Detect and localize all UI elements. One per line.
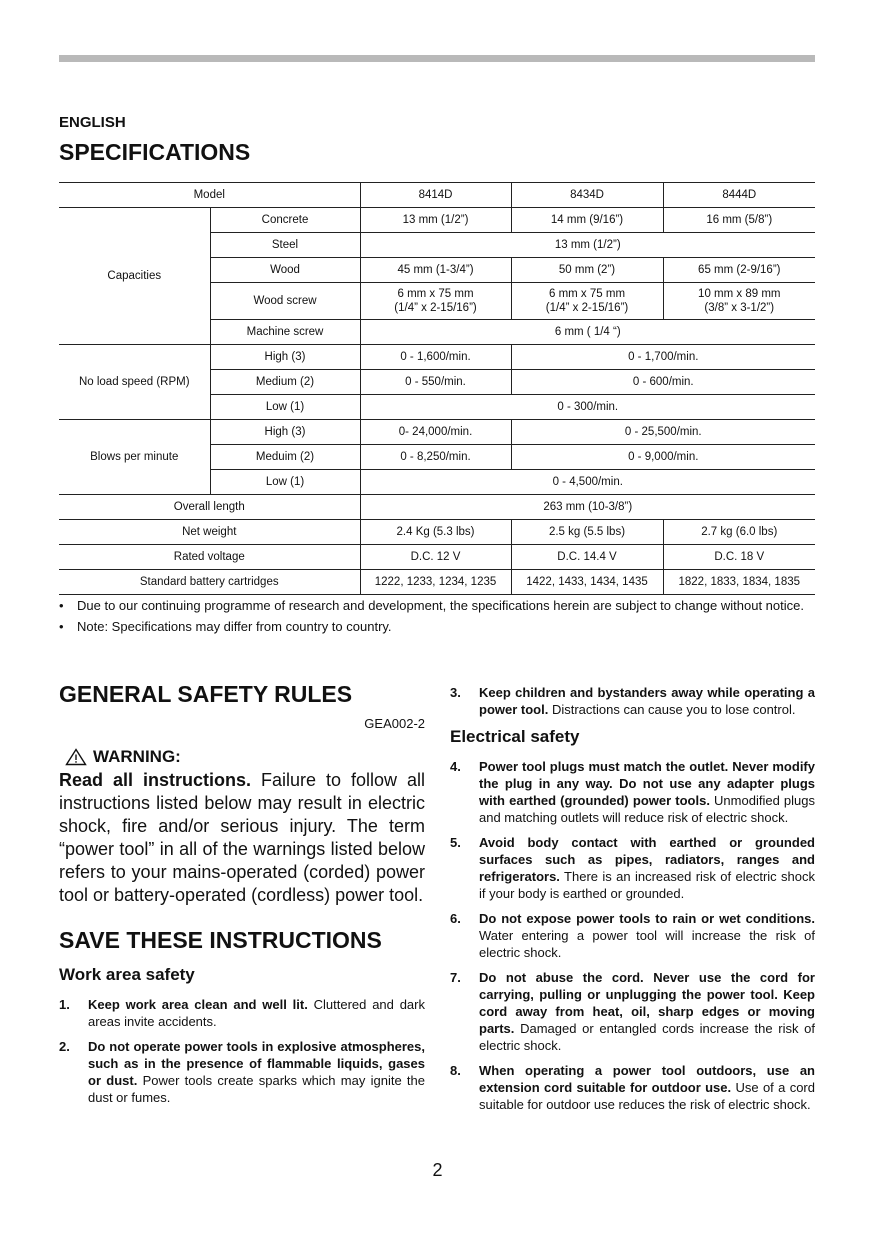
table-cell: 2.4 Kg (5.3 lbs): [360, 520, 511, 545]
warning-triangle-icon: [65, 748, 87, 766]
table-cell: Net weight: [59, 520, 360, 545]
table-cell: 0 - 9,000/min.: [511, 445, 815, 470]
table-cell: [511, 283, 663, 320]
table-cell: Overall length: [59, 495, 360, 520]
warning-label: WARNING:: [93, 747, 181, 766]
table-cell: 2.7 kg (6.0 lbs): [663, 520, 815, 545]
page-title: SPECIFICATIONS: [59, 139, 251, 165]
table-cell: High (3): [210, 345, 360, 370]
list-item: [59, 1038, 425, 1106]
table-cell: 8414D: [360, 183, 511, 208]
table-cell: High (3): [210, 420, 360, 445]
table-cell: 2.5 kg (5.5 lbs): [511, 520, 663, 545]
table-row: [59, 520, 815, 545]
cell-line: (1/4” x 2-15/16”): [545, 302, 629, 314]
warning-body: Failure to follow all instructions listed below may result in electric shock, fire and/or serious injury. The term “power tool” in all of the warnings listed below refers to your mains-operated (corded) power tool or battery-operated (cordless) power tool.: [59, 770, 425, 905]
language-label: ENGLISH: [59, 114, 126, 131]
table-cell: Rated voltage: [59, 545, 360, 570]
numbered-list: [59, 996, 425, 1106]
item-bold: Do not expose power tools to rain or wet conditions.: [479, 911, 815, 926]
left-column: [59, 680, 425, 1114]
warning-heading: [59, 747, 425, 767]
warning-bold: Read all instructions.: [59, 770, 251, 790]
document-code: GEA002-2: [364, 716, 425, 731]
header-rule: [59, 55, 815, 62]
table-cell: 45 mm (1-3/4”): [360, 258, 511, 283]
item-number: 8.: [450, 1063, 461, 1078]
item-number: 1.: [59, 997, 70, 1012]
table-cell: D.C. 14.4 V: [511, 545, 663, 570]
table-cell: 0 - 300/min.: [360, 395, 815, 420]
table-cell: Concrete: [210, 208, 360, 233]
table-cell: No load speed (RPM): [59, 345, 210, 420]
item-bold: Avoid body contact with earthed or grounded surfaces such as pipes, radiators, ranges and refrigerators.: [479, 835, 815, 884]
table-cell: Medium (2): [210, 370, 360, 395]
table-cell: D.C. 12 V: [360, 545, 511, 570]
item-text: Use of a cord suitable for outdoor use reduces the risk of electric shock.: [479, 1080, 815, 1112]
cell-line: 6 mm x 75 mm: [548, 288, 626, 300]
item-number: 7.: [450, 970, 461, 985]
table-cell: 0 - 1,600/min.: [360, 345, 511, 370]
table-cell: 16 mm (5/8”): [663, 208, 815, 233]
cell-line: 10 mm x 89 mm: [698, 288, 781, 300]
cell-line: (1/4” x 2-15/16”): [394, 302, 477, 314]
table-cell: 6 mm ( 1/4 “): [360, 320, 815, 345]
table-row: [59, 570, 815, 595]
list-item: [59, 597, 815, 614]
item-bold: Power tool plugs must match the outlet. Never modify the plug in any way. Do not use any adapter plugs with earthed (grounded) power tools.: [479, 759, 815, 808]
list-item: [450, 758, 815, 826]
item-text: Damaged or entangled cords increase the risk of electric shock.: [479, 1021, 815, 1053]
cell-line: (3/8” x 3-1/2”): [704, 302, 775, 314]
table-cell: 50 mm (2”): [511, 258, 663, 283]
table-row: [59, 495, 815, 520]
table-cell: [663, 283, 815, 320]
table-cell: 13 mm (1/2”): [360, 208, 511, 233]
list-item: [450, 834, 815, 902]
table-cell: Low (1): [210, 470, 360, 495]
subsection-title: Work area safety: [59, 965, 195, 984]
list-item: [450, 969, 815, 1054]
table-cell: Steel: [210, 233, 360, 258]
list-item: [450, 910, 815, 961]
table-row: [59, 208, 815, 233]
table-cell: Standard battery cartridges: [59, 570, 360, 595]
table-cell: 0 - 25,500/min.: [511, 420, 815, 445]
table-cell: 0 - 4,500/min.: [360, 470, 815, 495]
specifications-table: [59, 182, 815, 595]
table-cell: Model: [59, 183, 360, 208]
table-row: [59, 345, 815, 370]
table-cell: 8444D: [663, 183, 815, 208]
table-cell: 1222, 1233, 1234, 1235: [360, 570, 511, 595]
bullet: •: [59, 598, 64, 613]
item-text: Unmodified plugs and matching outlets will reduce risk of electric shock.: [479, 793, 815, 825]
section-title: GENERAL SAFETY RULES: [59, 681, 353, 707]
item-bold: When operating a power tool outdoors, use an extension cord suitable for outdoor use.: [479, 1063, 815, 1095]
table-cell: Wood screw: [210, 283, 360, 320]
note-text: Note: Specifications may differ from country to country.: [77, 619, 392, 634]
table-cell: Machine screw: [210, 320, 360, 345]
table-cell: 65 mm (2-9/16”): [663, 258, 815, 283]
table-cell: Meduim (2): [210, 445, 360, 470]
table-cell: Capacities: [59, 208, 210, 345]
item-bold: Keep work area clean and well lit.: [88, 997, 308, 1012]
spec-notes: [59, 597, 815, 639]
table-cell: 0- 24,000/min.: [360, 420, 511, 445]
table-cell: 1422, 1433, 1434, 1435: [511, 570, 663, 595]
item-text: Water entering a power tool will increase the risk of electric shock.: [479, 928, 815, 960]
item-bold: Do not abuse the cord. Never use the cord for carrying, pulling or unplugging the power tool. Keep cord away from heat, oil, sharp edges or moving parts.: [479, 970, 815, 1036]
bullet: •: [59, 619, 64, 634]
table-cell: 0 - 550/min.: [360, 370, 511, 395]
item-text: Power tools create sparks which may ignite the dust or fumes.: [88, 1073, 425, 1105]
cell-line: 6 mm x 75 mm: [397, 288, 474, 300]
table-cell: 1822, 1833, 1834, 1835: [663, 570, 815, 595]
warning-text: [59, 769, 425, 907]
page-number: 2: [432, 1160, 443, 1180]
item-bold: Keep children and bystanders away while operating a power tool.: [479, 685, 815, 717]
table-row: [59, 545, 815, 570]
item-text: There is an increased risk of electric shock if your body is earthed or grounded.: [479, 869, 815, 901]
table-cell: Blows per minute: [59, 420, 210, 495]
table-cell: 13 mm (1/2”): [360, 233, 815, 258]
item-text: Cluttered and dark areas invite accidents.: [88, 997, 425, 1029]
table-row: [59, 420, 815, 445]
table-cell: D.C. 18 V: [663, 545, 815, 570]
table-cell: 0 - 8,250/min.: [360, 445, 511, 470]
subsection-title: Electrical safety: [450, 727, 580, 746]
table-row: [59, 183, 815, 208]
item-number: 4.: [450, 759, 461, 774]
item-number: 5.: [450, 835, 461, 850]
table-cell: 0 - 600/min.: [511, 370, 815, 395]
table-cell: Wood: [210, 258, 360, 283]
item-text: Distractions can cause you to lose control.: [548, 702, 796, 717]
right-column: [450, 684, 815, 1121]
list-item: [450, 1062, 815, 1113]
table-cell: [360, 283, 511, 320]
item-number: 6.: [450, 911, 461, 926]
item-number: 2.: [59, 1039, 70, 1054]
table-cell: 0 - 1,700/min.: [511, 345, 815, 370]
item-number: 3.: [450, 685, 461, 700]
list-item: [59, 618, 815, 635]
section-title: SAVE THESE INSTRUCTIONS: [59, 927, 382, 953]
list-item: [450, 684, 815, 718]
list-item: [59, 996, 425, 1030]
table-cell: Low (1): [210, 395, 360, 420]
table-cell: 263 mm (10-3/8”): [360, 495, 815, 520]
item-bold: Do not operate power tools in explosive atmospheres, such as in the presence of flammable liquids, gases or dust.: [88, 1039, 425, 1088]
note-text: Due to our continuing programme of research and development, the specifications herein are subject to change without notice.: [77, 598, 804, 613]
table-cell: 14 mm (9/16”): [511, 208, 663, 233]
table-cell: 8434D: [511, 183, 663, 208]
